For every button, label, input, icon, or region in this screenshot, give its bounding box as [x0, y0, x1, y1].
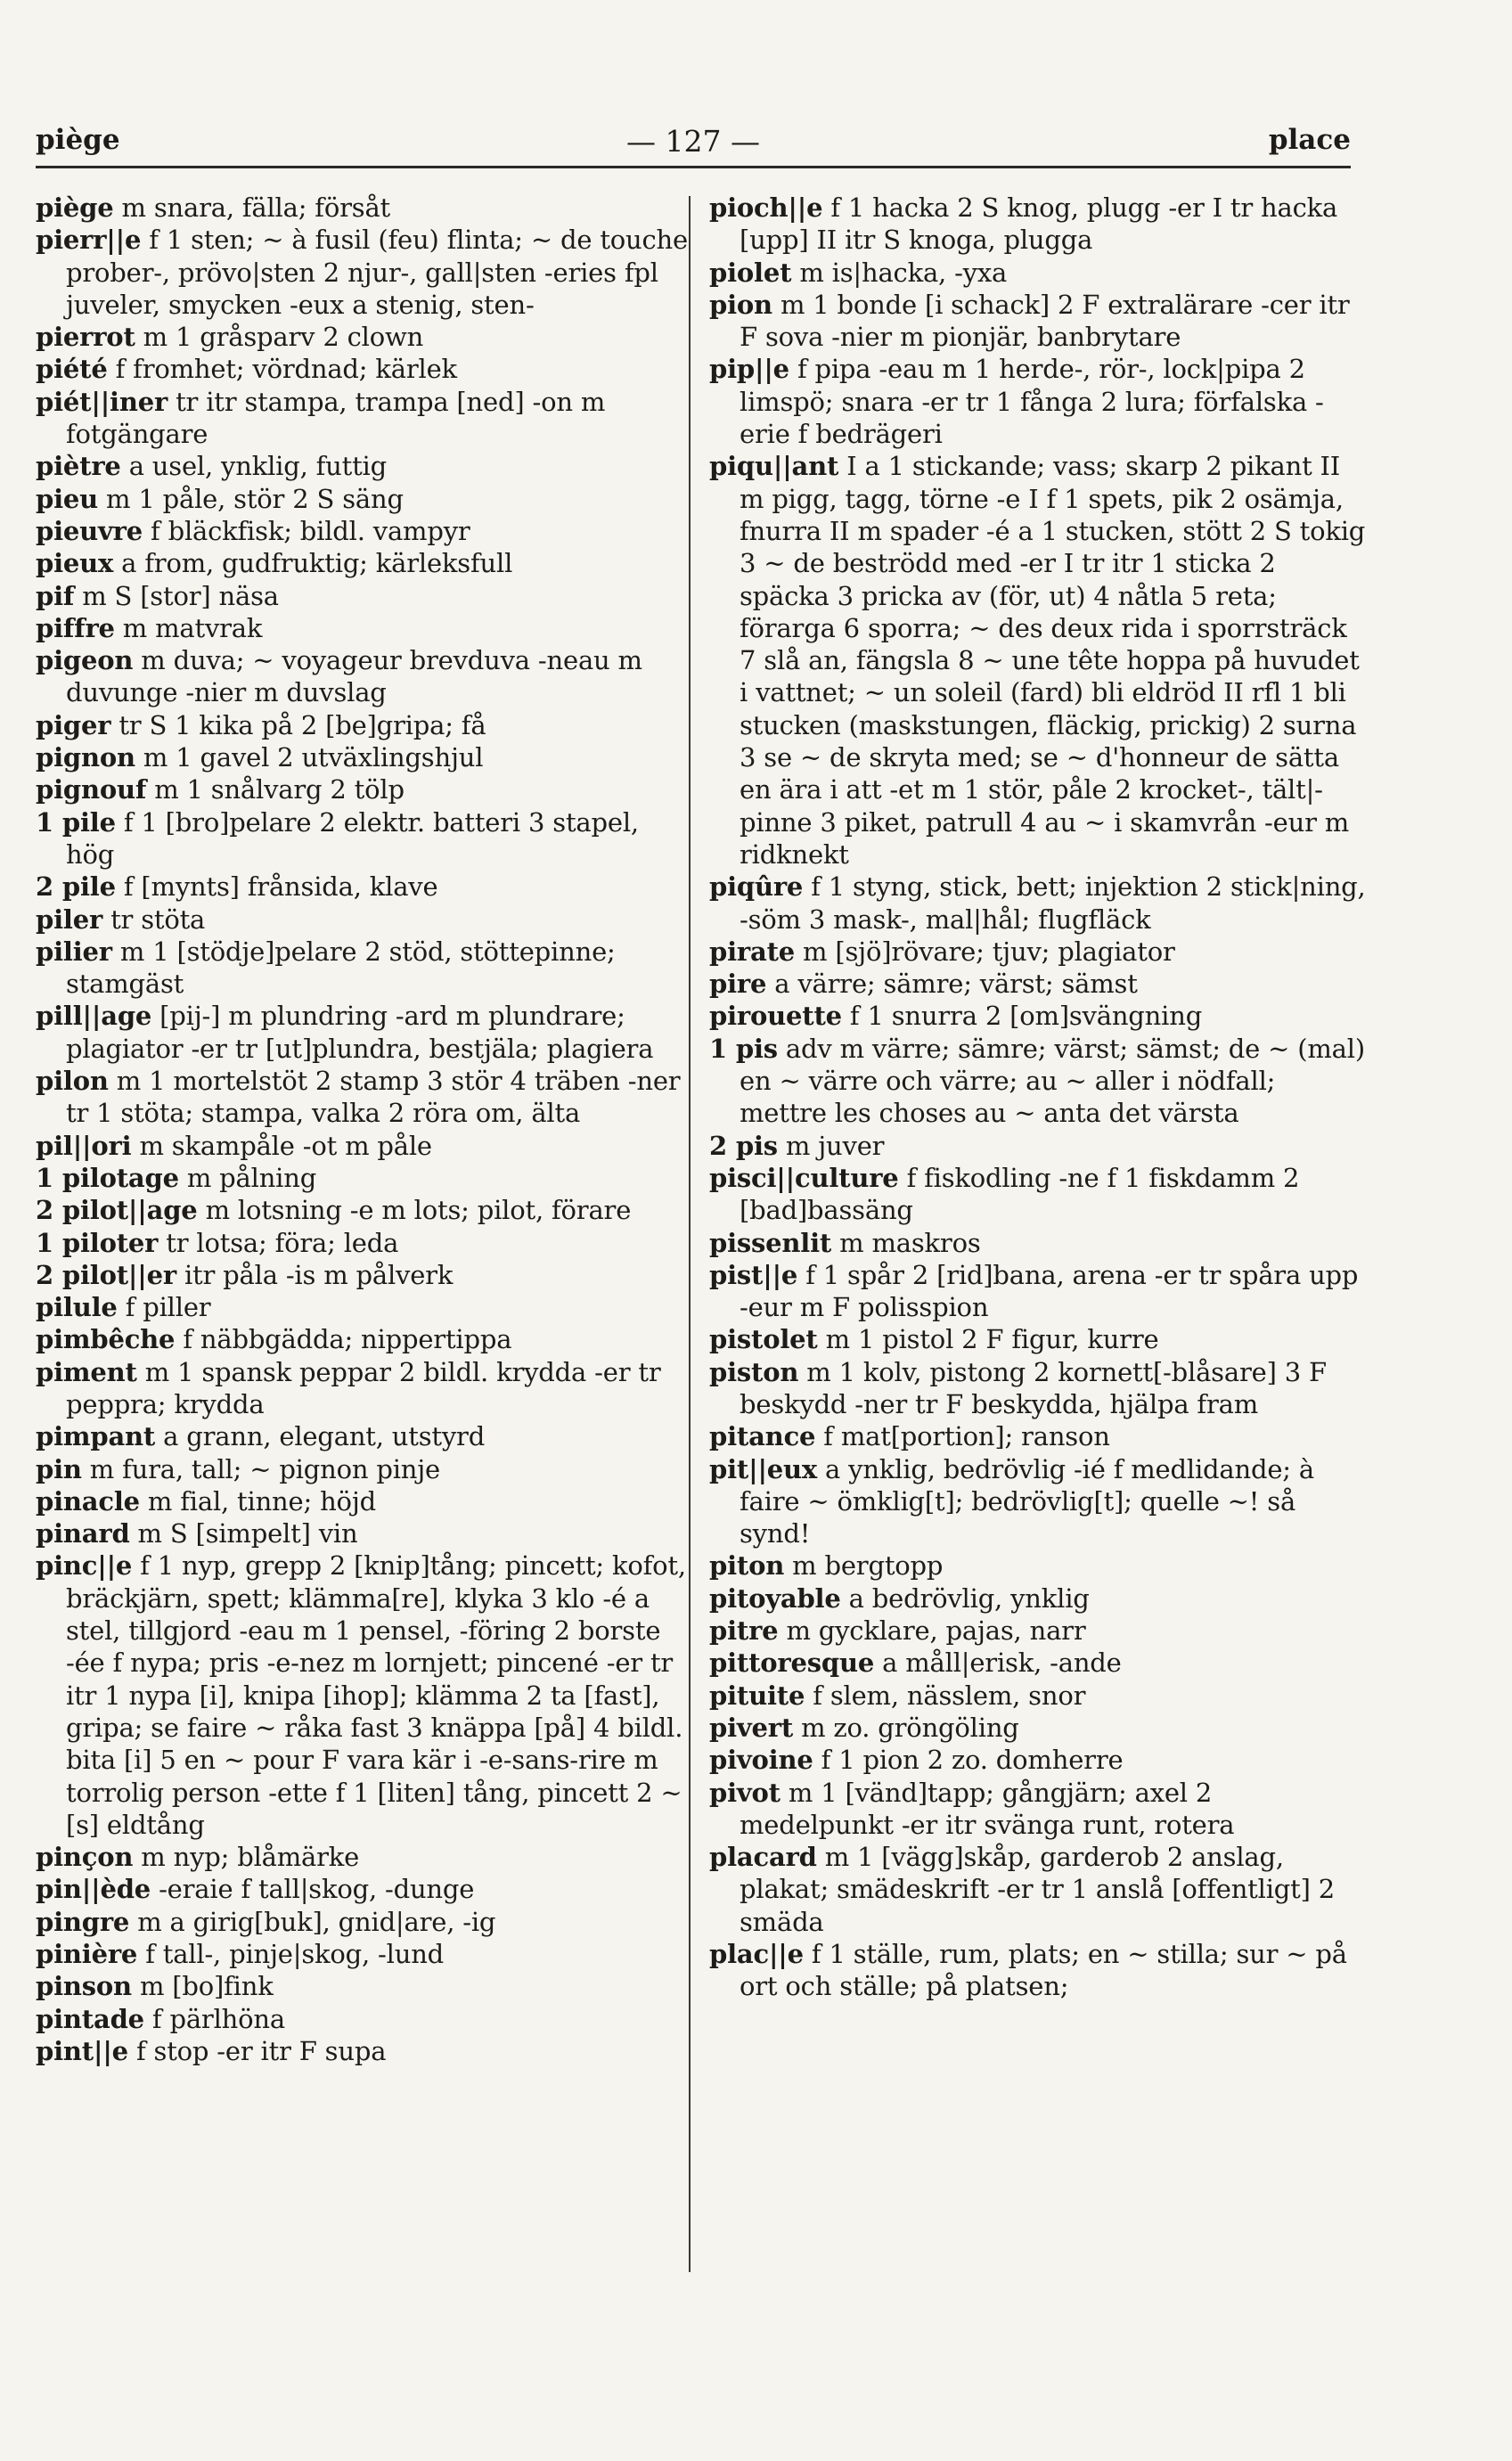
- entry-headword: pingre: [36, 1906, 130, 1937]
- dictionary-entry: pinc||e f 1 nyp, grepp 2 [knip]tång; pincett; kofot, bräckjärn, spett; klämma[re], klyka 3 klo -é a stel, tillgjord -eau m 1 pensel, -föring 2 borste -ée f nypa; pris -e-nez m lornjett; pincené -er tr itr 1 nypa [i], knipa [ihop]; klämma 2 ta [fast], gripa; se faire ~ råka fast 3 knäppa [på] 4 bildl. bita [i] 5 en ~ pour F vara kär i -e-sans-rire m torrolig person -ette f 1 [liten] tång, pincett 2 ~[s] eldtång: [36, 1550, 686, 1840]
- header-right-guideword: place: [1268, 124, 1351, 156]
- entry-headword: pirouette: [709, 1001, 842, 1032]
- column-divider: [689, 196, 691, 2272]
- entry-headword: pint||e: [36, 2035, 128, 2066]
- dictionary-entry: pirate m [sjö]rövare; tjuv; plagiator: [709, 936, 1175, 967]
- entry-headword: piqu||ant: [709, 451, 839, 482]
- entry-headword: pituite: [709, 1680, 805, 1711]
- entry-headword: pitance: [709, 1421, 816, 1452]
- dictionary-entry: 1 pilotage m pålning: [36, 1162, 317, 1193]
- dictionary-entry: piton m bergtopp: [709, 1550, 944, 1582]
- dictionary-entry: pintade f pärlhöna: [36, 2003, 285, 2034]
- entry-headword: piment: [36, 1356, 137, 1387]
- entry-headword: pignouf: [36, 774, 147, 805]
- entry-headword: plac||e: [709, 1939, 804, 1970]
- page-number: — 127 —: [626, 124, 760, 159]
- dictionary-entry: pivoine f 1 pion 2 zo. domherre: [709, 1745, 1124, 1776]
- entry-headword: piffre: [36, 612, 115, 643]
- entry-headword: pitre: [709, 1615, 779, 1647]
- entry-headword: 1 pis: [709, 1033, 778, 1064]
- dictionary-entry: 2 pile f [mynts] frånsida, klave: [36, 871, 438, 903]
- dictionary-entry: pitance f mat[portion]; ranson: [709, 1421, 1110, 1452]
- entry-headword: pissenlit: [709, 1227, 832, 1258]
- page-header: [36, 119, 1351, 161]
- dictionary-entry: pinson m [bo]fink: [36, 1971, 274, 2002]
- dictionary-entry: pieuvre f bläckfisk; bildl. vampyr: [36, 515, 470, 546]
- dictionary-entry: pivot m 1 [vänd]tapp; gångjärn; axel 2 medelpunkt -er itr svänga runt, rotera: [709, 1777, 1235, 1840]
- dictionary-entry: pivert m zo. gröngöling: [709, 1712, 1019, 1743]
- entry-headword: pieu: [36, 483, 99, 514]
- entry-headword: pin||ède: [36, 1874, 151, 1905]
- entry-headword: piège: [36, 192, 114, 223]
- dictionary-entry: pingre m a girig[buk], gnid|are, -ig: [36, 1906, 496, 1937]
- entry-headword: pinc||e: [36, 1550, 133, 1582]
- entry-headword: piét||iner: [36, 386, 168, 417]
- dictionary-entry: pif m S [stor] näsa: [36, 580, 279, 611]
- dictionary-entry: pilule f piller: [36, 1292, 211, 1323]
- entry-headword: placard: [709, 1842, 817, 1873]
- dictionary-entry: piqûre f 1 styng, stick, bett; injektion 2 stick|ning, -söm 3 mask-, mal|hål; flugfläck: [709, 871, 1366, 935]
- dictionary-entry: piètre a usel, ynklig, futtig: [36, 451, 387, 482]
- entry-headword: pill||age: [36, 1001, 152, 1032]
- dictionary-entry: pigeon m duva; ~ voyageur brevduva -neau m duvunge -nier m duvslag: [36, 645, 642, 708]
- dictionary-entry: pil||ori m skampåle -ot m påle: [36, 1130, 432, 1161]
- entry-headword: pif: [36, 580, 75, 611]
- entry-headword: 2 pilot||er: [36, 1259, 176, 1290]
- entry-headword: pip||e: [709, 354, 789, 385]
- dictionary-entry: piston m 1 kolv, pistong 2 kornett[-blåsare] 3 F beskydd -ner tr F beskydda, hjälpa fram: [709, 1356, 1327, 1419]
- entry-headword: pintade: [36, 2003, 144, 2034]
- entry-headword: pieux: [36, 548, 114, 579]
- dictionary-entry: pisci||culture f fiskodling -ne f 1 fiskdamm 2 [bad]bassäng: [709, 1162, 1300, 1226]
- dictionary-entry: pierr||e f 1 sten; ~ à fusil (feu) flinta; ~ de touche prober-, prövo|sten 2 njur-, gall|sten -eries fpl juveler, smycken -eux a stenig, sten-: [36, 225, 688, 320]
- entry-headword: pisci||culture: [709, 1162, 899, 1193]
- entry-headword: 1 pile: [36, 806, 116, 838]
- dictionary-entry: pinière f tall-, pinje|skog, -lund: [36, 1939, 445, 1970]
- entry-headword: 2 pis: [709, 1130, 778, 1161]
- entry-headword: pire: [709, 969, 767, 1000]
- dictionary-entry: placard m 1 [vägg]skåp, garderob 2 anslag, plakat; smädeskrift -er tr 1 anslå [offentligt] 2 smäda: [709, 1842, 1335, 1937]
- entry-headword: pivot: [709, 1777, 781, 1808]
- right-column: [709, 192, 1369, 2003]
- entry-headword: pierrot: [36, 322, 135, 353]
- entry-headword: piqûre: [709, 871, 804, 903]
- entry-headword: pin: [36, 1453, 82, 1484]
- dictionary-entry: pion m 1 bonde [i schack] 2 F extralärare -cer itr F sova -nier m pionjär, banbrytare: [709, 289, 1350, 353]
- dictionary-entry: pist||e f 1 spår 2 [rid]bana, arena -er tr spåra upp -eur m F polisspion: [709, 1259, 1359, 1323]
- entry-headword: piété: [36, 354, 108, 385]
- entry-headword: pierr||e: [36, 225, 142, 256]
- dictionary-entry: 1 pis adv m värre; sämre; värst; sämst; de ~ (mal) en ~ värre och värre; au ~ aller i nödfall; mettre les choses au ~ anta det värsta: [709, 1033, 1365, 1129]
- dictionary-entry: pill||age [pij-] m plundring -ard m plundrare; plagiator -er tr [ut]plundra, bestjäla; plagiera: [36, 1001, 654, 1064]
- entry-headword: 2 pilot||age: [36, 1195, 198, 1226]
- dictionary-entry: pieux a from, gudfruktig; kärleksfull: [36, 548, 513, 579]
- entry-headword: pivert: [709, 1712, 794, 1743]
- entry-headword: pieuvre: [36, 515, 143, 546]
- dictionary-entry: 2 pilot||er itr påla -is m pålverk: [36, 1259, 454, 1290]
- dictionary-entry: pin m fura, tall; ~ pignon pinje: [36, 1453, 441, 1484]
- dictionary-entry: pittoresque a måll|erisk, -ande: [709, 1647, 1122, 1679]
- left-column: [36, 192, 695, 2067]
- dictionary-entry: plac||e f 1 ställe, rum, plats; en ~ stilla; sur ~ på ort och ställe; på platsen;: [709, 1939, 1347, 2002]
- dictionary-entry: 2 pilot||age m lotsning -e m lots; pilot, förare: [36, 1195, 632, 1226]
- entry-headword: piler: [36, 903, 103, 935]
- entry-headword: pil||ori: [36, 1130, 132, 1161]
- dictionary-entry: pinçon m nyp; blåmärke: [36, 1842, 360, 1873]
- dictionary-entry: pip||e f pipa -eau m 1 herde-, rör-, lock|pipa 2 limspö; snara -er tr 1 fånga 2 lura; förfalska -erie f bedrägeri: [709, 354, 1324, 450]
- dictionary-entry: piété f fromhet; vördnad; kärlek: [36, 354, 457, 385]
- dictionary-entry: pieu m 1 påle, stör 2 S säng: [36, 483, 404, 514]
- entry-headword: pignon: [36, 742, 135, 773]
- dictionary-entry: pitre m gycklare, pajas, narr: [709, 1615, 1086, 1647]
- entry-headword: 1 piloter: [36, 1227, 159, 1258]
- dictionary-entry: pimpant a grann, elegant, utstyrd: [36, 1421, 486, 1452]
- entry-headword: pirate: [709, 936, 796, 967]
- entry-headword: piolet: [709, 257, 792, 288]
- entry-headword: pion: [709, 289, 772, 320]
- dictionary-entry: pioch||e f 1 hacka 2 S knog, plugg -er I tr hacka [upp] II itr S knoga, plugga: [709, 192, 1338, 256]
- dictionary-entry: pignon m 1 gavel 2 utväxlingshjul: [36, 742, 484, 773]
- dictionary-entry: piège m snara, fälla; försåt: [36, 192, 390, 223]
- dictionary-entry: pint||e f stop -er itr F supa: [36, 2035, 387, 2066]
- entry-headword: piston: [709, 1356, 799, 1387]
- entry-headword: 1 pilotage: [36, 1162, 179, 1193]
- dictionary-entry: piler tr stöta: [36, 903, 206, 935]
- dictionary-entry: pituite f slem, nässlem, snor: [709, 1680, 1086, 1711]
- dictionary-entry: piffre m matvrak: [36, 612, 263, 643]
- entry-headword: pilule: [36, 1292, 118, 1323]
- dictionary-entry: piolet m is|hacka, -yxa: [709, 257, 1008, 288]
- dictionary-entry: pilon m 1 mortelstöt 2 stamp 3 stör 4 träben -ner tr 1 stöta; stampa, valka 2 röra om, älta: [36, 1066, 681, 1129]
- dictionary-entry: pitoyable a bedrövlig, ynklig: [709, 1582, 1090, 1614]
- dictionary-entry: 2 pis m juver: [709, 1130, 885, 1161]
- header-rule: [36, 166, 1351, 168]
- dictionary-entry: pistolet m 1 pistol 2 F figur, kurre: [709, 1324, 1159, 1355]
- entry-headword: pist||e: [709, 1259, 798, 1290]
- dictionary-entry: piment m 1 spansk peppar 2 bildl. krydda -er tr peppra; krydda: [36, 1356, 661, 1419]
- entry-headword: pioch||e: [709, 192, 823, 223]
- entry-headword: piger: [36, 709, 111, 740]
- dictionary-entry: pimbêche f näbbgädda; nippertippa: [36, 1324, 512, 1355]
- entry-headword: piton: [709, 1550, 785, 1582]
- entry-headword: pilon: [36, 1066, 109, 1097]
- entry-headword: pinacle: [36, 1485, 140, 1517]
- dictionary-entry: piqu||ant I a 1 stickande; vass; skarp 2 pikant II m pigg, tagg, törne -e I f 1 spets, pik 2 osämja, fnurra II m spader -é a 1 stucken, stött 2 S tokig 3 ~ de beströdd med -er I tr itr 1 sticka 2 späcka 3 pricka av (för, ut) 4 nåtla 5 reta; förarga 6 sporra; ~ des deux rida i sporrsträck 7 slå an, fängsla 8 ~ une tête hoppa på huvudet i vattnet; ~ un soleil (fard) bli eldröd II rfl 1 bli stucken (maskstungen, fläckig, prickig) 2 surna 3 se ~ de skryta med; se ~ d'honneur de sätta en ära i att -et m 1 stör, påle 2 krocket-, tält|-pinne 3 piket, patrull 4 au ~ i skamvrån -eur m ridknekt: [709, 451, 1366, 870]
- dictionary-entry: pit||eux a ynklig, bedrövlig -ié f medlidande; à faire ~ ömklig[t]; bedrövlig[t]; quelle ~! så synd!: [709, 1453, 1314, 1549]
- entry-headword: pivoine: [709, 1745, 813, 1776]
- dictionary-entry: pinacle m fial, tinne; höjd: [36, 1485, 376, 1517]
- dictionary-entry: pignouf m 1 snålvarg 2 tölp: [36, 774, 405, 805]
- entry-headword: pimpant: [36, 1421, 156, 1452]
- entry-headword: pistolet: [709, 1324, 818, 1355]
- dictionary-entry: 1 pile f 1 [bro]pelare 2 elektr. batteri 3 stapel, hög: [36, 806, 639, 870]
- dictionary-entry: piét||iner tr itr stampa, trampa [ned] -on m fotgängare: [36, 386, 606, 450]
- entry-headword: pitoyable: [709, 1582, 841, 1614]
- entry-headword: pinière: [36, 1939, 138, 1970]
- entry-headword: pittoresque: [709, 1647, 875, 1679]
- dictionary-entry: piger tr S 1 kika på 2 [be]gripa; få: [36, 709, 486, 740]
- entry-headword: pit||eux: [709, 1453, 818, 1484]
- dictionary-entry: 1 piloter tr lotsa; föra; leda: [36, 1227, 399, 1258]
- dictionary-entry: pilier m 1 [stödje]pelare 2 stöd, stöttepinne; stamgäst: [36, 936, 616, 1000]
- dictionary-entry: pinard m S [simpelt] vin: [36, 1518, 358, 1549]
- dictionary-entry: pin||ède -eraie f tall|skog, -dunge: [36, 1874, 475, 1905]
- entry-headword: pinson: [36, 1971, 132, 2002]
- dictionary-entry: pierrot m 1 gråsparv 2 clown: [36, 322, 424, 353]
- entry-headword: pilier: [36, 936, 112, 967]
- dictionary-entry: pissenlit m maskros: [709, 1227, 981, 1258]
- dictionary-entry: pirouette f 1 snurra 2 [om]svängning: [709, 1001, 1203, 1032]
- entry-headword: pinçon: [36, 1842, 134, 1873]
- header-left-guideword: piège: [36, 124, 120, 156]
- dictionary-entry: pire a värre; sämre; värst; sämst: [709, 969, 1138, 1000]
- entry-headword: pimbêche: [36, 1324, 176, 1355]
- entry-headword: piètre: [36, 451, 121, 482]
- entry-headword: pigeon: [36, 645, 134, 676]
- entry-headword: pinard: [36, 1518, 130, 1549]
- entry-headword: 2 pile: [36, 871, 116, 903]
